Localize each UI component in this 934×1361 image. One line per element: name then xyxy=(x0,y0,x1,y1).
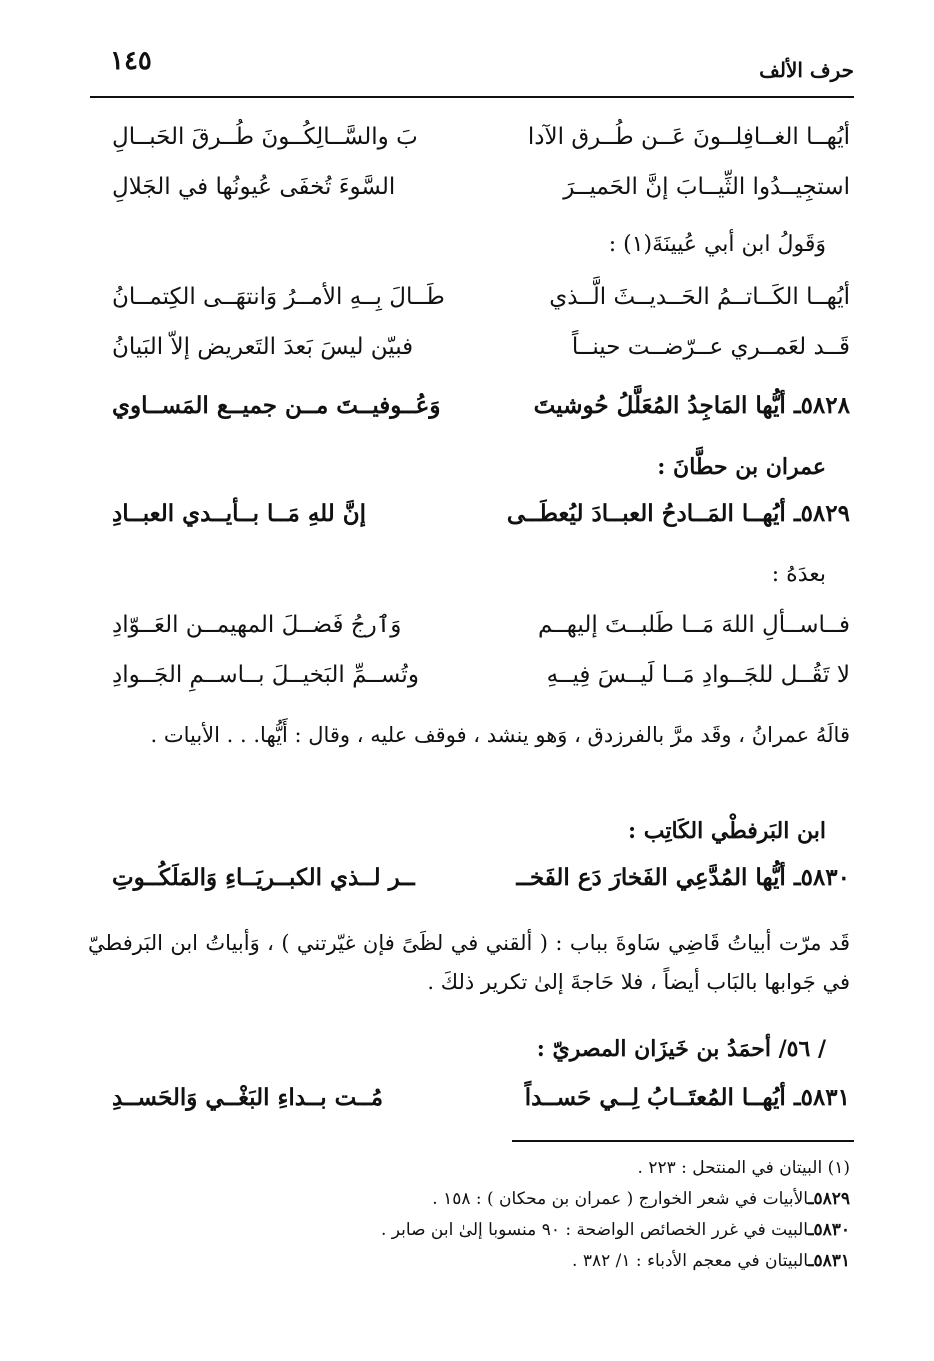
footnote-rule xyxy=(512,1140,854,1142)
verse-second-hemistich: طَــالَ بِــهِ الأمــرُ وَانتهَــى الكِتمــانُ xyxy=(112,284,445,310)
verse-second-hemistich: السَّوءَ تُخفَى عُيونُها في الجَلالِ xyxy=(112,174,396,200)
verse-line xyxy=(112,612,850,652)
verse-line xyxy=(112,174,850,214)
prose-paragraph: قالَهُ عمرانُ ، وقَد مرَّ بالفرزدق ، وَهو ينشد ، فوقف عليه ، وقال : أَيُّها. . . الأبيات . xyxy=(150,723,850,747)
running-head: حرف الألف xyxy=(759,58,854,82)
footnote-5831: ٥٨٣١ـالبيتان في معجم الأدباء : ١/ ٣٨٢ . xyxy=(572,1251,850,1271)
verse-entry-5828 xyxy=(112,392,850,432)
footnote-number: ٥٨٣٠ـ xyxy=(808,1220,850,1240)
poet-intro: ابن البَرفطْي الكَاتِب : xyxy=(628,818,826,844)
entry-number: ٥٨٣١ـ xyxy=(793,1084,850,1111)
poet-intro: عمران بن حطَّانَ : xyxy=(657,454,826,480)
verse-first-hemistich: ٥٨٣٠ـ أيُّها المُدَّعِي الفَخارَ دَع الفَخــ xyxy=(516,864,850,891)
verse-line xyxy=(112,662,850,702)
entry-number: ٥٨٢٩ـ xyxy=(793,500,850,527)
verse-second-hemistich: وَعُــوفيــتَ مــن جميــع المَســاوي xyxy=(112,392,441,419)
verse-first-hemistich: ٥٨٢٩ـ أيُهــا المَــادحُ العبــادَ ليُعطَــى xyxy=(506,500,850,527)
verse-entry-5831 xyxy=(112,1084,850,1124)
verse-entry-5830 xyxy=(112,864,850,904)
verse-second-hemistich: وَٱرجُ فَضــلَ المهيمــن العَــوّادِ xyxy=(112,612,402,638)
verse-first-hemistich: قَــد لعَمــري عــرّضــت حينــاً xyxy=(571,334,850,360)
verse-first-hemistich: ٥٨٢٨ـ أيُّها المَاجِدُ المُعَلَّلُ حُوشيتَ xyxy=(533,392,850,419)
verse-first-hemistich: أيُهــا الغــافِلــونَ عَــن طُــرق الآدا xyxy=(527,124,850,150)
verse-first-hemistich: فــاســألِ اللهَ مَــا طَلبــتَ إليهــم xyxy=(538,612,850,638)
entry-number: ٥٨٢٨ـ xyxy=(793,392,850,419)
footnote-number: ٥٨٢٩ـ xyxy=(808,1189,850,1209)
footnote-5829: ٥٨٢٩ـالأبيات في شعر الخوارج ( عمران بن محكان ) : ١٥٨ . xyxy=(432,1189,850,1209)
header-rule xyxy=(90,96,854,98)
poet-intro: وَقَولُ ابن أبي عُيينَةَ(١) : xyxy=(608,232,826,257)
footnotes xyxy=(200,1158,850,1282)
footnote-1: (١) البيتان في المنتحل : ٢٢٣ . xyxy=(637,1158,850,1178)
poet-intro: / ٥٦/ أحمَدُ بن خَيزَان المصريّ : xyxy=(536,1036,826,1062)
verse-second-hemistich: بَ والسَّــالِكُــونَ طُــرقَ الحَبــالِ xyxy=(112,124,418,150)
prose-paragraph: قَد مرّت أبياتُ قَاضِي سَاوةَ بباب : ( ألقني في لظَىً فإن غيّرتني ) ، وَأبياتُ ابن البَرفطيّ في جَوابها بالبَاب أيضاً ، فلا حَاجةَ إلىٰ تكرير ذلكَ . xyxy=(88,931,850,994)
entry-number: ٥٨٣٠ـ xyxy=(793,864,850,891)
page-header xyxy=(92,46,854,94)
footnote-5830: ٥٨٣٠ـالبيت في غرر الخصائص الواضحة : ٩٠ منسوبا إلىٰ ابن صابر . xyxy=(380,1220,850,1240)
verse-line xyxy=(112,124,850,164)
verse-second-hemistich: ــر لــذي الكبــريَــاءِ وَالمَلَكُــوتِ xyxy=(112,864,415,891)
verse-first-hemistich: ٥٨٣١ـ أيُهــا المُعتَــابُ لِــي حَســداً xyxy=(524,1084,850,1111)
verse-second-hemistich: وتُســمِّ البَخيــلَ بــاســمِ الجَــوادِ xyxy=(112,662,419,688)
verse-second-hemistich: إنَّ للهِ مَــا بــأيــدي العبــادِ xyxy=(112,500,367,527)
poet-intro: بعدَهُ : xyxy=(771,562,826,587)
verse-second-hemistich: فبيّن ليسَ بَعدَ التَعريض إلاّ البَيانُ xyxy=(112,334,414,360)
verse-first-hemistich: استجِيــدُوا الثِّيــابَ إنَّ الحَميــرَ xyxy=(563,174,850,200)
verse-line xyxy=(112,334,850,374)
footnote-number: ٥٨٣١ـ xyxy=(808,1251,850,1271)
verse-line xyxy=(112,284,850,324)
page-number: ١٤٥ xyxy=(110,46,152,76)
verse-entry-5829 xyxy=(112,500,850,540)
verse-second-hemistich: مُــت بــداءِ البَغْــي وَالحَســدِ xyxy=(112,1084,384,1111)
verse-first-hemistich: لا تَقُــل للجَــوادِ مَــا لَيــسَ فِيــهِ xyxy=(546,662,850,688)
verse-first-hemistich: أيُهــا الكَــاتــمُ الحَــديــثَ الَّــذي xyxy=(549,284,850,310)
